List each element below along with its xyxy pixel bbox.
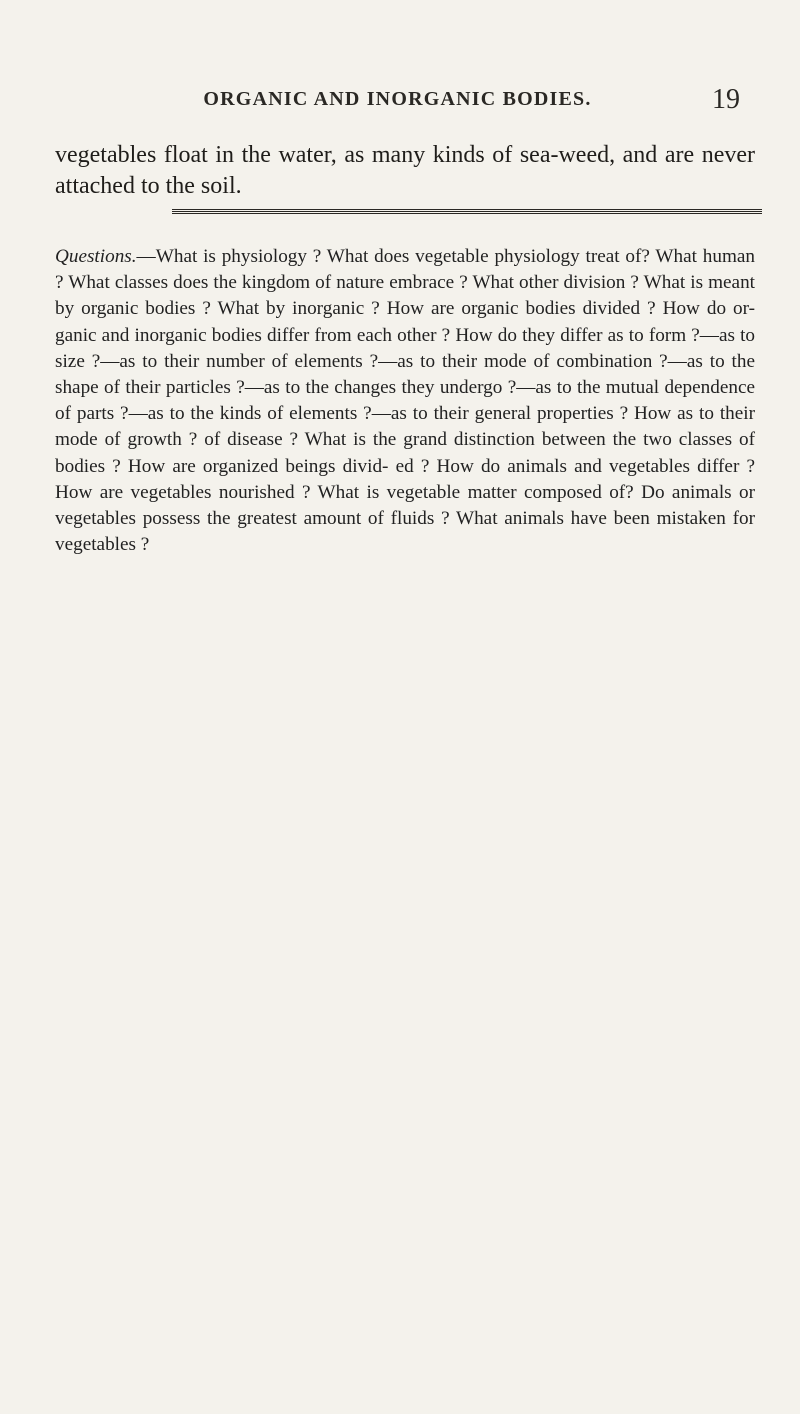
running-head	[55, 84, 740, 128]
questions-text: —What is physiology ? What does vegetable physiology treat of? What human ? What classes does the kingdom of nature embrace ? What other division ? What is meant by organic bodies ? What by inorganic ? How are organic bodies divided ? How do or- ganic and inorganic bodies differ from each other ? How do they differ as to form ?—as to size ?—as to their number of elements ?—as to their mode of combination ?—as to the shape of their particles ?—as to the changes they undergo ?—as to the mutual dependence of parts ?—as to the kinds of elements ?—as to their general properties ? How as to their mode of growth ? of disease ? What is the grand distinction between the two classes of bodies ? How are organized beings divid- ed ? How do animals and vegetables differ ? How are vegetables nourished ? What is vegetable matter composed of? Do animals or vegetables possess the greatest amount of fluids ? What animals have been mistaken for vegetables ?	[55, 246, 755, 556]
questions-label: Questions.	[55, 246, 137, 267]
page-number: 19	[712, 84, 740, 115]
running-title: ORGANIC AND INORGANIC BODIES.	[203, 88, 592, 110]
questions-paragraph	[55, 244, 755, 558]
section-divider	[172, 209, 762, 214]
body-paragraph: vegetables float in the water, as many kinds of sea-weed, and are never attached to the soil.	[55, 142, 755, 199]
